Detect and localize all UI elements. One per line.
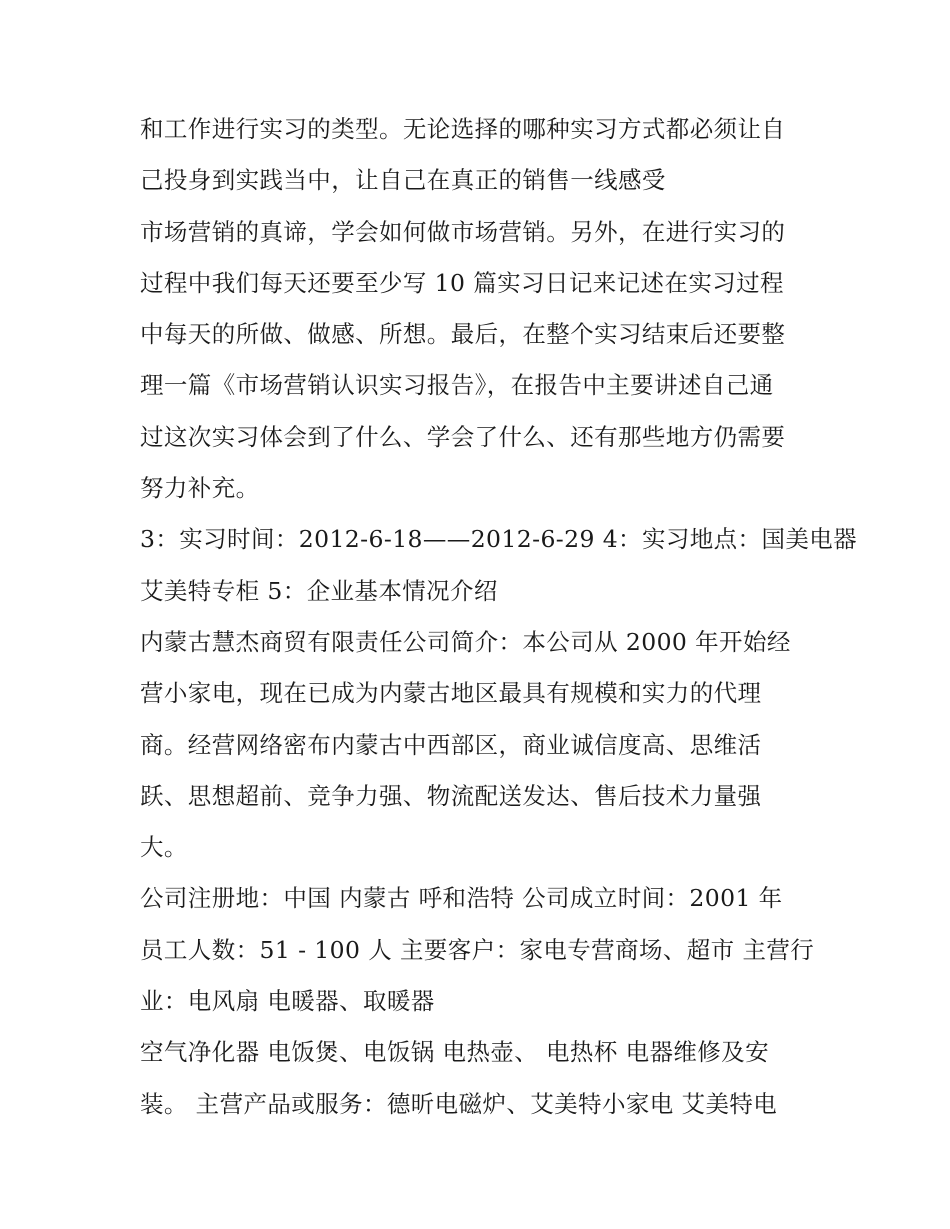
body-text <box>140 104 858 1130</box>
text-line: 理一篇《市场营销认识实习报告》，在报告中主要讲述自己通 <box>140 371 774 400</box>
text-line: 装。 主营产品或服务：德昕电磁炉、艾美特小家电 艾美特电 <box>140 1089 778 1118</box>
text-line: 中每天的所做、做感、所想。最后，在整个实习结束后还要整 <box>140 320 786 349</box>
text-line: 过程中我们每天还要至少写 10 篇实习日记来记述在实习过程 <box>140 268 784 297</box>
text-line: 市场营销的真谛，学会如何做市场营销。另外，在进行实习的 <box>140 217 786 246</box>
text-line: 营小家电，现在已成为内蒙古地区最具有规模和实力的代理 <box>140 679 762 708</box>
text-line: 己投身到实践当中，让自己在真正的销售一线感受 <box>140 166 666 195</box>
text-line: 公司注册地：中国 内蒙古 呼和浩特 公司成立时间：2001 年 <box>140 884 783 913</box>
text-line: 跃、思想超前、竞争力强、物流配送发达、售后技术力量强 <box>140 781 762 810</box>
text-line: 努力补充。 <box>140 474 260 503</box>
text-line: 员工人数：51 - 100 人 主要客户：家电专营商场、超市 主营行 <box>140 935 815 964</box>
text-line: 空气净化器 电饭煲、电饭锅 电热壶、 电热杯 电器维修及安 <box>140 1038 769 1067</box>
text-line: 过这次实习体会到了什么、学会了什么、还有那些地方仍需要 <box>140 422 786 451</box>
text-line: 3：实习时间：2012-6-18——2012-6-29 4：实习地点：国美电器 <box>140 525 858 554</box>
text-line: 商。经营网络密布内蒙古中西部区，商业诚信度高、思维活 <box>140 730 762 759</box>
text-line: 大。 <box>140 833 188 862</box>
text-line: 业：电风扇 电暖器、取暖器 <box>140 987 435 1016</box>
text-line: 艾美特专柜 5：企业基本情况介绍 <box>140 576 498 605</box>
text-line: 和工作进行实习的类型。无论选择的哪种实习方式都必须让自 <box>140 115 786 143</box>
text-line: 内蒙古慧杰商贸有限责任公司简介：本公司从 2000 年开始经 <box>140 627 791 656</box>
